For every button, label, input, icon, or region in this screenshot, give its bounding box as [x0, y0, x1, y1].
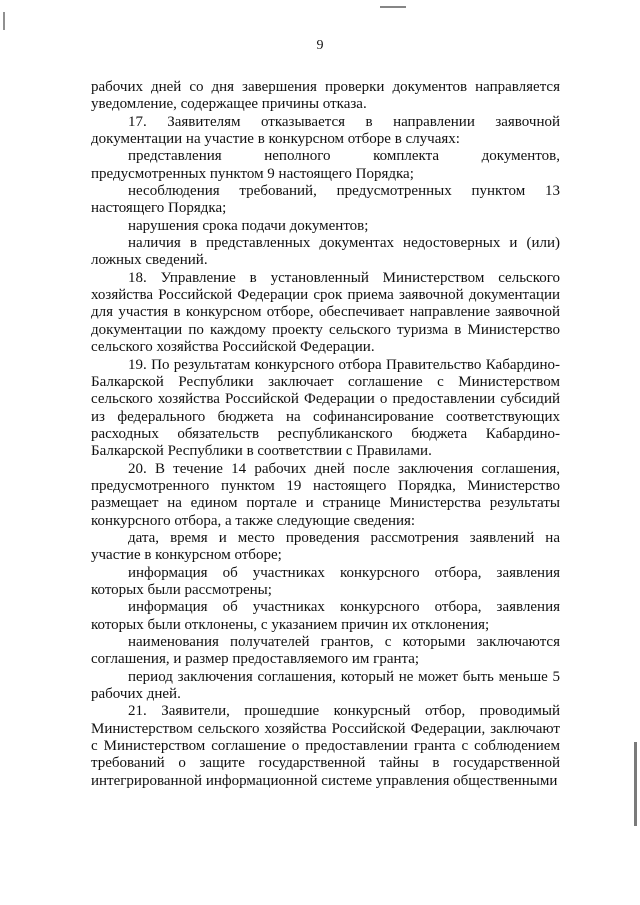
- paragraph-item-18: 18. Управление в установленный Министерством сельского хозяйства Российской Федерации срок приема заявочной документации для участия в конкурсном отборе, обеспечивает направление заявочной документации по каждому проекту сельского туризма в Министерство сельского хозяйства Российской Федерации.: [91, 269, 560, 356]
- paragraph-info-recipients: наименования получателей грантов, с которыми заключаются соглашения, и размер предоставляемого им гранта;: [91, 634, 560, 668]
- paragraph-info-rejected: информация об участниках конкурсного отбора, заявления которых были отклонены, с указанием причин их отклонения;: [91, 599, 560, 633]
- paragraph-case-false-info: наличия в представленных документах недостоверных и (или) ложных сведений.: [91, 235, 560, 269]
- paragraph-info-period: период заключения соглашения, который не может быть меньше 5 рабочих дней.: [91, 668, 560, 703]
- paragraph-case-requirements: несоблюдения требований, предусмотренных пунктом 13 настоящего Порядка;: [91, 183, 560, 217]
- paragraph-continuation: рабочих дней со дня завершения проверки документов направляется уведомление, содержащее причины отказа.: [91, 79, 560, 113]
- paragraph-item-20: 20. В течение 14 рабочих дней после заключения соглашения, предусмотренного пунктом 19 настоящего Порядка, Министерство размещает на едином портале и странице Министерства результаты конкурсного отбора, а также следующие сведения:: [91, 460, 560, 529]
- paragraph-info-date: дата, время и место проведения рассмотрения заявлений на участие в конкурсном отборе;: [91, 529, 560, 564]
- page-number: 9: [316, 38, 324, 53]
- scan-artifact-top: [380, 6, 406, 8]
- document-body: [91, 79, 560, 790]
- paragraph-info-considered: информация об участниках конкурсного отбора, заявления которых были рассмотрены;: [91, 564, 560, 598]
- paragraph-item-17: 17. Заявителям отказывается в направлении заявочной документации на участие в конкурсном отборе в случаях:: [91, 113, 560, 148]
- paragraph-item-21: 21. Заявители, прошедшие конкурсный отбор, проводимый Министерством сельского хозяйства Российской Федерации, заключают с Министерством соглашение о предоставлении гранта с соблюдением требований о защите государственной тайны в государственной интегрированной информационной системе управления общественными: [91, 703, 560, 789]
- scan-artifact-right: [634, 742, 637, 826]
- paragraph-case-deadline: нарушения срока подачи документов;: [128, 217, 369, 234]
- paragraph-case-incomplete: представления неполного комплекта документов, предусмотренных пунктом 9 настоящего Порядка;: [91, 148, 560, 182]
- scan-artifact-left: [3, 12, 5, 30]
- paragraph-item-19: 19. По результатам конкурсного отбора Правительство Кабардино-Балкарской Республики заключает соглашение с Министерством сельского хозяйства Российской Федерации о предоставлении субсидий из федерального бюджета на софинансирование соответствующих расходных обязательств республиканского бюджета Кабардино-Балкарской Республики в соответствии с Правилами.: [91, 356, 560, 460]
